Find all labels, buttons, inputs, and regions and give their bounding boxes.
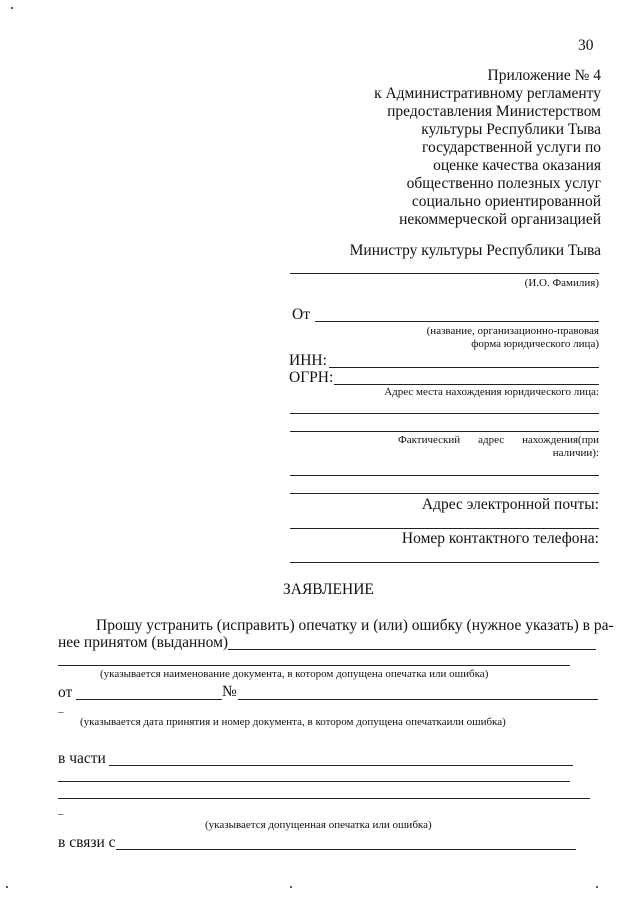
dash-mark: – xyxy=(58,706,64,718)
in-part-field-2[interactable] xyxy=(58,781,570,782)
in-part-label: в части xyxy=(58,750,106,767)
appendix-line: культуры Республики Тыва xyxy=(421,121,601,138)
appendix-header xyxy=(281,67,601,229)
legal-address-caption: Адрес места нахождения юридического лица: xyxy=(384,386,599,398)
appendix-line: к Административному регламенту xyxy=(374,85,601,102)
actual-address-field-1[interactable] xyxy=(290,475,599,476)
appendix-line: государственной услуги по xyxy=(421,139,601,156)
fio-field[interactable] xyxy=(290,273,599,274)
appendix-line: общественно полезных услуг xyxy=(406,175,601,192)
document-date-field[interactable] xyxy=(76,699,222,700)
from-field[interactable] xyxy=(315,321,599,322)
addressee: Министру культуры Республики Тыва xyxy=(349,242,601,259)
phone-label: Номер контактного телефона: xyxy=(401,530,599,547)
scan-speck xyxy=(11,7,13,9)
appendix-line: социально ориентированной xyxy=(411,193,601,210)
appendix-line: предоставления Министерством xyxy=(387,103,601,120)
scan-speck xyxy=(6,886,8,888)
ogrn-label: ОГРН: xyxy=(289,369,334,386)
legal-address-field-2[interactable] xyxy=(290,431,599,432)
typo-caption: (указывается допущенная опечатка или ошибка) xyxy=(205,819,432,831)
due-to-field[interactable] xyxy=(116,849,576,850)
request-line-2: нее принятом (выданном) xyxy=(58,634,229,651)
appendix-line: некоммерческой организацией xyxy=(399,211,601,228)
appendix-line: Приложение № 4 xyxy=(487,67,601,84)
date-label: от xyxy=(58,684,73,701)
inn-field[interactable] xyxy=(329,367,599,368)
in-part-field-3[interactable] xyxy=(58,798,590,799)
appendix-line: оценке качества оказания xyxy=(433,157,601,174)
document-title: ЗАЯВЛЕНИЕ xyxy=(283,581,374,598)
org-caption-1: (название, организационно-правовая xyxy=(426,325,599,337)
email-label: Адрес электронной почты: xyxy=(421,496,599,513)
email-field[interactable] xyxy=(290,528,599,529)
request-line-1: Прошу устранить (исправить) опечатку и (или) ошибку (нужное указать) в ра- xyxy=(96,617,614,634)
dash-mark: – xyxy=(58,808,64,820)
actual-address-caption-2: наличии): xyxy=(552,447,599,459)
doc-date-number-caption: (указывается дата принятия и номер документа, в котором допущена опечаткаили ошибка) xyxy=(80,716,506,728)
document-name-field-1[interactable] xyxy=(228,649,596,650)
in-part-field-1[interactable] xyxy=(109,765,573,766)
from-label: От xyxy=(292,306,310,323)
inn-label: ИНН: xyxy=(289,352,327,369)
doc-name-caption: (указывается наименование документа, в котором допущена опечатка или ошибка) xyxy=(100,668,489,680)
org-caption-2: форма юридического лица) xyxy=(471,338,599,350)
phone-field[interactable] xyxy=(290,562,599,563)
scan-speck xyxy=(596,886,598,888)
document-name-field-2[interactable] xyxy=(58,665,570,666)
fio-caption: (И.О. Фамилия) xyxy=(524,277,599,289)
legal-address-field-1[interactable] xyxy=(290,413,599,414)
scan-speck xyxy=(290,886,292,888)
ogrn-field[interactable] xyxy=(334,384,599,385)
due-to-label: в связи с xyxy=(58,834,116,851)
actual-address-caption-1: Фактический адрес нахождения(при xyxy=(398,434,599,446)
page-number: 30 xyxy=(578,37,594,54)
actual-address-field-2[interactable] xyxy=(290,493,599,494)
number-label: № xyxy=(222,683,237,700)
document-number-field[interactable] xyxy=(238,699,598,700)
